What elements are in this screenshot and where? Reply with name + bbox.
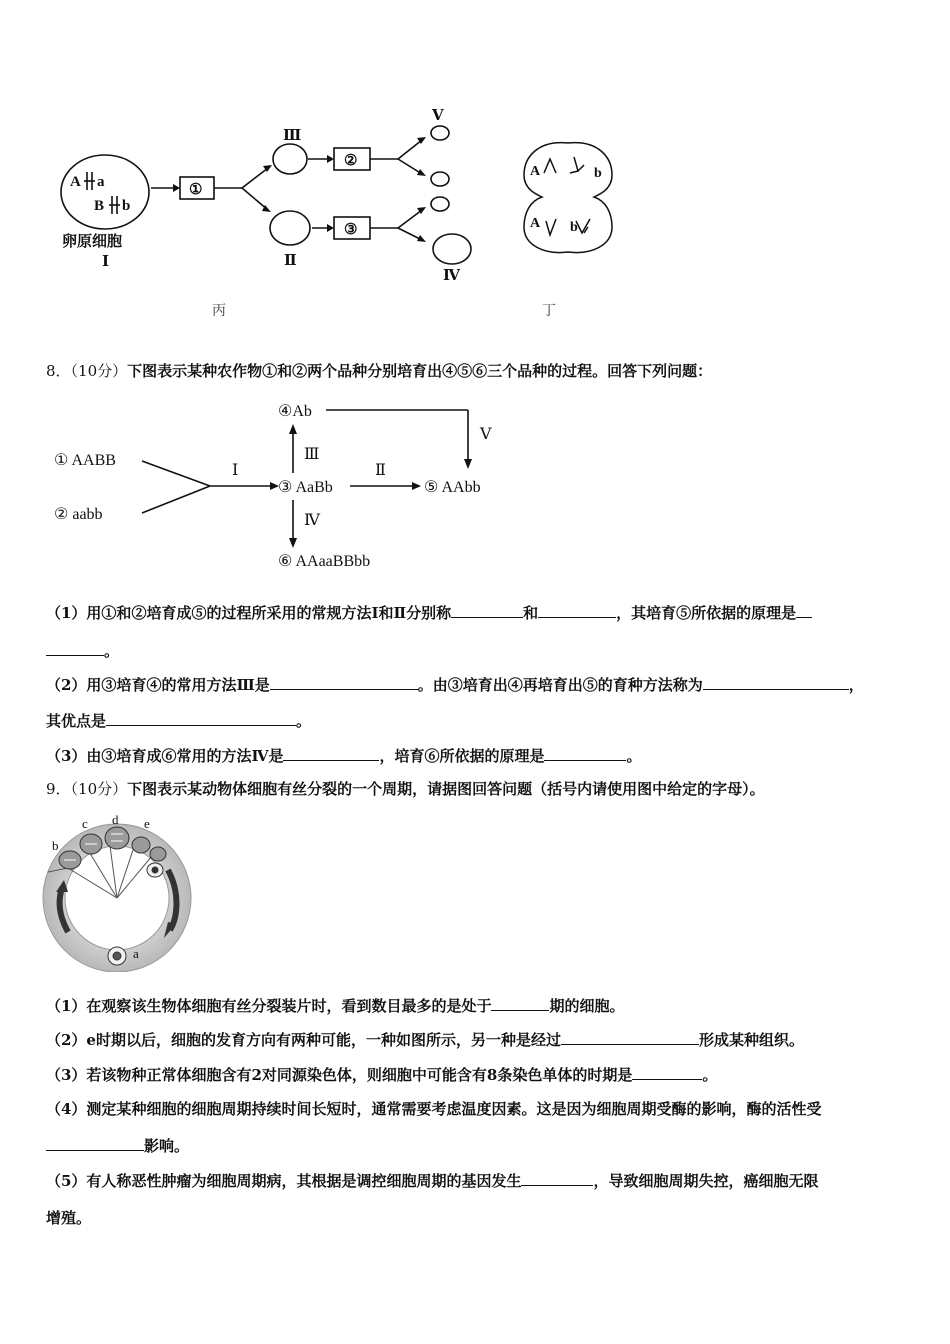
q8-part3 [46,745,642,766]
allele-B-label: B [94,198,105,214]
figure-bing-oogenesis [50,100,490,290]
q9-p1-text-b: 期的细胞。 [549,997,625,1015]
route-V: Ⅴ [480,426,492,443]
oogonium-label: 卵原细胞 [62,232,123,250]
label-V: Ⅴ [432,108,444,124]
q9-p1-blank[interactable] [491,995,549,1011]
q8-p2-text-e: 。 [296,712,312,730]
q8-part2-cont [46,710,311,731]
q9-p2-blank[interactable] [561,1029,699,1045]
q9-points: （10分） [70,780,128,798]
q9-p3-text-a: （3）若该物种正常体细胞含有2对同源染色体，则细胞中可能含有8条染色单体的时期是 [46,1066,633,1084]
step-1-label: ① [189,182,203,198]
figure-ding-cell-division [518,135,618,260]
q8-p1-blank-3b[interactable] [46,640,104,656]
q9-number: 9． [46,780,71,798]
primary-oocyte-II [270,211,310,245]
route-II: Ⅱ [375,462,386,479]
ding-allele-b-top: b [594,166,602,181]
ovum-IV [433,234,471,264]
q9-p5-text-a: （5）有人称恶性肿瘤为细胞周期病，其根据是调控细胞周期的基因发生 [46,1172,522,1190]
q8-p3-text-b: ，培育⑥所依据的原理是 [379,747,545,765]
q9-part2 [46,1029,804,1050]
q8-p1-blank-2[interactable] [538,602,616,618]
q8-p2-text-c: ， [848,676,864,694]
q9-part3 [46,1064,717,1085]
q8-number: 8． [46,362,71,380]
q8-p1-text-c: ，其培育⑤所依据的原理是 [616,604,797,622]
q8-p2-blank-2[interactable] [703,674,849,690]
route-IV: Ⅳ [304,512,320,529]
oogonium-cell [61,155,149,229]
q8-p3-text-a: （3）由③培育成⑥常用的方法Ⅳ是 [46,747,284,765]
node-1: ① AABB [54,452,116,469]
q9-p3-text-b: 。 [702,1066,718,1084]
phase-label-a: a [133,946,139,961]
route-I: Ⅰ [232,462,239,479]
q8-stem-text: 下图表示某种农作物①和②两个品种分别培育出④⑤⑥三个品种的过程。回答下列问题： [127,362,713,380]
figure-bing-caption: 丙 [212,303,226,319]
q9-part1 [46,995,624,1016]
q8-p3-text-c: 。 [626,747,642,765]
q8-p2-text-a: （2）用③培育④的常用方法Ⅲ是 [46,676,270,694]
q8-p3-blank-2[interactable] [544,745,626,761]
q8-part2 [46,674,864,695]
q8-p1-blank-3a[interactable] [796,602,812,618]
q9-stem [46,779,765,799]
phase-label-b: b [52,838,59,853]
figure-ding-caption: 丁 [542,303,556,319]
q9-part5 [46,1170,818,1191]
allele-b-label: b [122,198,131,214]
q8-points: （10分） [70,362,128,380]
q9-p3-blank[interactable] [632,1064,702,1080]
label-IV: Ⅳ [443,268,461,284]
node-4: ④Ab [278,403,312,420]
phase-label-d: d [112,812,119,827]
allele-A-label: A [70,174,81,190]
q9-part4-cont [46,1135,189,1156]
q8-p2-blank-3[interactable] [106,710,296,726]
q9-p5-text-b: ，导致细胞周期失控，癌细胞无限 [593,1172,819,1190]
label-II: Ⅱ [284,253,297,269]
ding-allele-A-bottom: A [530,216,541,231]
q8-p1-text-d: 。 [104,642,120,660]
q9-p5-text-c: 增殖。 [46,1209,92,1227]
q9-p2-text-b: 形成某种组织。 [698,1031,804,1049]
node-6: ⑥ AAaaBBbb [278,553,371,570]
q8-p1-text-a: （1）用①和②培育成⑤的过程所采用的常规方法Ⅰ和Ⅱ分别称 [46,604,452,622]
ding-allele-b-bottom: b [570,220,578,235]
node-3: ③ AaBb [278,479,333,496]
q9-part4 [46,1099,821,1119]
q8-stem [46,361,712,381]
q8-p3-blank-1[interactable] [283,745,379,761]
q9-p1-text-a: （1）在观察该生物体细胞有丝分裂装片时，看到数目最多的是处于 [46,997,492,1015]
q8-part1-cont [46,640,119,661]
phase-d-cell [105,827,129,849]
phase-label-c: c [82,816,88,831]
q9-cell-cycle-diagram [40,812,210,972]
q9-p4-text-a: （4）测定某种细胞的细胞周期持续时间长短时，通常需要考虑温度因素。这是因为细胞周期受酶的影响，酶的活性受 [46,1100,822,1118]
q9-p4-blank[interactable] [46,1135,144,1151]
allele-a-label: a [97,174,105,190]
q8-p2-text-b: 。由③培育出④再培育出⑤的育种方法称为 [417,676,703,694]
q8-p2-blank-1[interactable] [270,674,418,690]
label-III: Ⅲ [283,128,302,144]
q8-part1 [46,602,812,623]
q8-p2-text-d: 其优点是 [46,712,107,730]
node-2: ② aabb [54,506,103,523]
q8-breeding-diagram [50,395,520,585]
q9-p2-text-a: （2）e时期以后，细胞的发育方向有两种可能，一种如图所示，另一种是经过 [46,1031,561,1049]
q8-p1-blank-1[interactable] [451,602,523,618]
node-5: ⑤ AAbb [424,479,481,496]
phase-e-cell-1 [132,837,150,853]
q9-stem-text: 下图表示某动物体细胞有丝分裂的一个周期，请据图回答问题（括号内请使用图中给定的字母）。 [127,780,765,798]
route-III: Ⅲ [304,446,320,463]
step-2-label: ② [344,153,358,169]
phase-label-e: e [144,816,150,831]
ding-allele-A-top: A [530,164,541,179]
phase-e-cell-2 [150,847,166,861]
step-3-label: ③ [344,222,358,238]
q9-p4-text-b: 影响。 [144,1137,190,1155]
q9-p5-blank[interactable] [521,1170,593,1186]
q8-p1-text-b: 和 [523,604,539,622]
oogonium-numeral: Ⅰ [102,254,110,270]
q9-part5-cont [46,1208,91,1228]
secondary-oocyte-III [273,144,307,174]
